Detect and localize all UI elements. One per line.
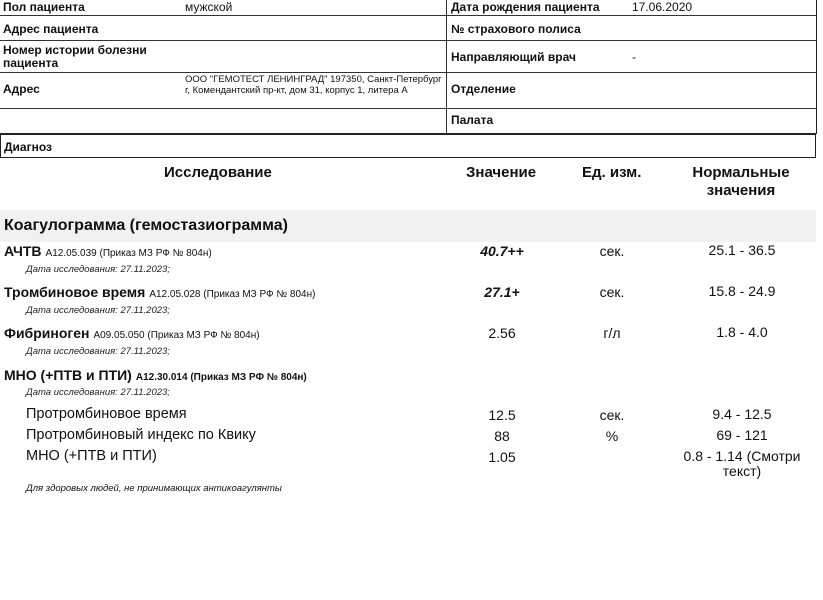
test-title: МНО (+ПТВ и ПТИ) xyxy=(4,367,132,383)
footnote: Для здоровых людей, не принимающих антикоагулянты xyxy=(26,483,282,494)
section-title: Коагулограмма (гемостазиограмма) xyxy=(4,217,288,234)
test-code: A12.30.014 (Приказ МЗ РФ № 804н) xyxy=(135,372,307,383)
subtest-normal-range: 69 - 121 xyxy=(716,427,768,443)
test-value: 27.1+ xyxy=(484,284,520,300)
test-normal-range: 15.8 - 24.9 xyxy=(708,283,776,299)
subtest-unit: % xyxy=(605,428,619,444)
section-header xyxy=(0,210,816,242)
sex-label: Пол пациента xyxy=(3,0,85,14)
column-header-unit: Ед. изм. xyxy=(582,164,642,181)
test-unit: сек. xyxy=(599,284,625,300)
test-title: АЧТВ xyxy=(4,243,42,259)
address-label: Адрес пациента xyxy=(3,22,99,36)
column-header-study: Исследование xyxy=(164,164,272,181)
patient-info-table xyxy=(0,0,817,134)
test-name xyxy=(4,367,307,383)
divider xyxy=(0,108,816,109)
test-date: Дата исследования: 27.11.2023; xyxy=(26,346,170,357)
history-label: Номер истории болезни пациента xyxy=(3,43,147,70)
lab-address-label: Адрес xyxy=(3,82,40,96)
divider xyxy=(0,72,816,73)
test-date: Дата исследования: 27.11.2023; xyxy=(26,264,170,275)
department-label: Отделение xyxy=(451,82,516,96)
subtest-name: Протромбиновый индекс по Квику xyxy=(26,427,256,443)
diagnosis-row xyxy=(0,134,816,158)
subtest-value: 1.05 xyxy=(488,449,516,465)
test-date: Дата исследования: 27.11.2023; xyxy=(26,387,170,398)
doctor-label: Направляющий врач xyxy=(451,50,576,64)
insurance-label: № страхового полиса xyxy=(451,22,581,36)
divider xyxy=(446,0,447,133)
test-value: 2.56 xyxy=(488,325,516,341)
test-title: Тромбиновое время xyxy=(4,284,146,300)
ward-label: Палата xyxy=(451,113,494,127)
subtest-name: МНО (+ПТВ и ПТИ) xyxy=(26,448,157,464)
test-normal-range: 25.1 - 36.5 xyxy=(708,242,776,258)
test-value: 40.7++ xyxy=(480,243,524,259)
lab-address-value: ООО "ГЕМОТЕСТ ЛЕНИНГРАД" 197350, Санкт-Петербург г, Комендантский пр-кт, дом 31, корпус 1, литера А xyxy=(185,74,442,96)
subtest-normal-range: 0.8 - 1.14 (Смотри текст) xyxy=(683,448,801,479)
test-name xyxy=(4,243,212,259)
test-name xyxy=(4,325,260,341)
subtest-normal-range: 9.4 - 12.5 xyxy=(712,406,772,422)
column-header-value: Значение xyxy=(466,164,537,181)
test-code: A12.05.028 (Приказ МЗ РФ № 804н) xyxy=(149,289,316,300)
dob-value: 17.06.2020 xyxy=(632,0,693,14)
test-unit: г/л xyxy=(603,325,621,341)
diagnosis-label: Диагноз xyxy=(4,140,52,154)
doctor-value: - xyxy=(632,50,636,64)
sex-value: мужской xyxy=(185,0,233,14)
divider xyxy=(0,40,816,41)
test-date: Дата исследования: 27.11.2023; xyxy=(26,305,170,316)
test-name xyxy=(4,284,315,300)
test-unit: сек. xyxy=(599,243,625,259)
dob-label: Дата рождения пациента xyxy=(451,0,600,14)
column-header-normal: Нормальные значения xyxy=(692,164,790,199)
test-title: Фибриноген xyxy=(4,325,90,341)
divider xyxy=(0,15,816,16)
subtest-unit: сек. xyxy=(599,407,625,423)
subtest-value: 12.5 xyxy=(488,407,516,423)
subtest-value: 88 xyxy=(494,428,510,444)
test-normal-range: 1.8 - 4.0 xyxy=(716,324,768,340)
subtest-name: Протромбиновое время xyxy=(26,406,187,422)
test-code: A09.05.050 (Приказ МЗ РФ № 804н) xyxy=(93,330,260,341)
test-code: A12.05.039 (Приказ МЗ РФ № 804н) xyxy=(45,248,212,259)
